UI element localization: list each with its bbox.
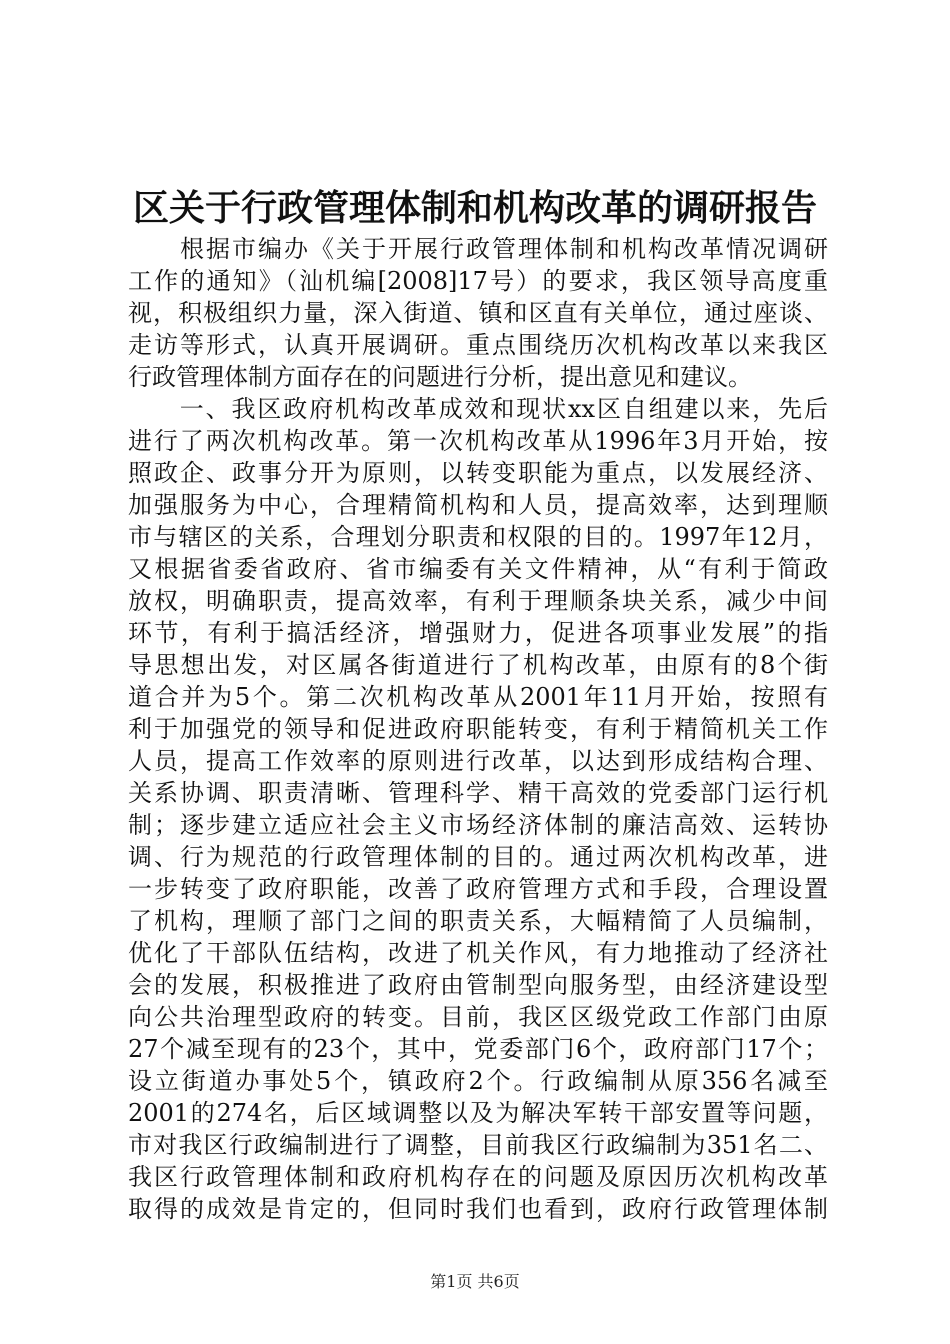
body-line: 走访等形式，认真开展调研。重点围绕历次机构改革以来我区 [128, 331, 828, 359]
body-line: 工作的通知》（汕机编[2008]17号）的要求，我区领导高度重 [128, 267, 828, 295]
body-line: 优化了干部队伍结构，改进了机关作风，有力地推动了经济社 [128, 939, 828, 967]
body-line: 取得的成效是肯定的，但同时我们也看到，政府行政管理体制 [128, 1195, 828, 1223]
body-line: 视，积极组织力量，深入街道、镇和区直有关单位，通过座谈、 [128, 299, 828, 327]
body-line: 道合并为5个。第二次机构改革从2001年11月开始，按照有 [128, 683, 828, 711]
body-line: 向公共治理型政府的转变。目前，我区区级党政工作部门由原 [128, 1003, 828, 1031]
body-line: 27个减至现有的23个，其中，党委部门6个，政府部门17个； [128, 1035, 828, 1063]
body-line: 进行了两次机构改革。第一次机构改革从1996年3月开始，按 [128, 427, 828, 455]
body-line: 一、我区政府机构改革成效和现状xx区自组建以来，先后 [128, 395, 828, 423]
body-line: 又根据省委省政府、省市编委有关文件精神，从“有利于简政 [128, 555, 828, 583]
body-line: 我区行政管理体制和政府机构存在的问题及原因历次机构改革 [128, 1163, 828, 1191]
body-line: 会的发展，积极推进了政府由管制型向服务型，由经济建设型 [128, 971, 828, 999]
body-line: 照政企、政事分开为原则，以转变职能为重点，以发展经济、 [128, 459, 828, 487]
body-line: 设立街道办事处5个，镇政府2个。行政编制从原356名减至 [128, 1067, 828, 1095]
body-line: 一步转变了政府职能，改善了政府管理方式和手段，合理设置 [128, 875, 828, 903]
body-line: 利于加强党的领导和促进政府职能转变，有利于精简机关工作 [128, 715, 828, 743]
body-line: 2001的274名，后区域调整以及为解决军转干部安置等问题， [128, 1099, 828, 1127]
body-line: 了机构，理顺了部门之间的职责关系，大幅精简了人员编制， [128, 907, 828, 935]
body-line: 关系协调、职责清晰、管理科学、精干高效的党委部门运行机 [128, 779, 828, 807]
body-line: 根据市编办《关于开展行政管理体制和机构改革情况调研 [128, 235, 828, 263]
body-line: 行政管理体制方面存在的问题进行分析，提出意见和建议。 [128, 363, 752, 391]
body-line: 制；逐步建立适应社会主义市场经济体制的廉洁高效、运转协 [128, 811, 828, 839]
body-line: 人员，提高工作效率的原则进行改革，以达到形成结构合理、 [128, 747, 828, 775]
body-line: 导思想出发，对区属各街道进行了机构改革，由原有的8个街 [128, 651, 828, 679]
body-line: 市对我区行政编制进行了调整，目前我区行政编制为351名二、 [128, 1131, 828, 1159]
document-title: 区关于行政管理体制和机构改革的调研报告 [132, 187, 817, 229]
body-line: 加强服务为中心，合理精简机构和人员，提高效率，达到理顺 [128, 491, 828, 519]
page-footer: 第1页 共6页 [430, 1272, 520, 1291]
body-line: 市与辖区的关系，合理划分职责和权限的目的。1997年12月， [128, 523, 828, 551]
body-line: 放权，明确职责，提高效率，有利于理顺条块关系，减少中间 [128, 587, 828, 615]
body-line: 环节，有利于搞活经济，增强财力，促进各项事业发展”的指 [128, 619, 828, 647]
body-line: 调、行为规范的行政管理体制的目的。通过两次机构改革，进 [128, 843, 828, 871]
document-body [128, 233, 828, 1225]
